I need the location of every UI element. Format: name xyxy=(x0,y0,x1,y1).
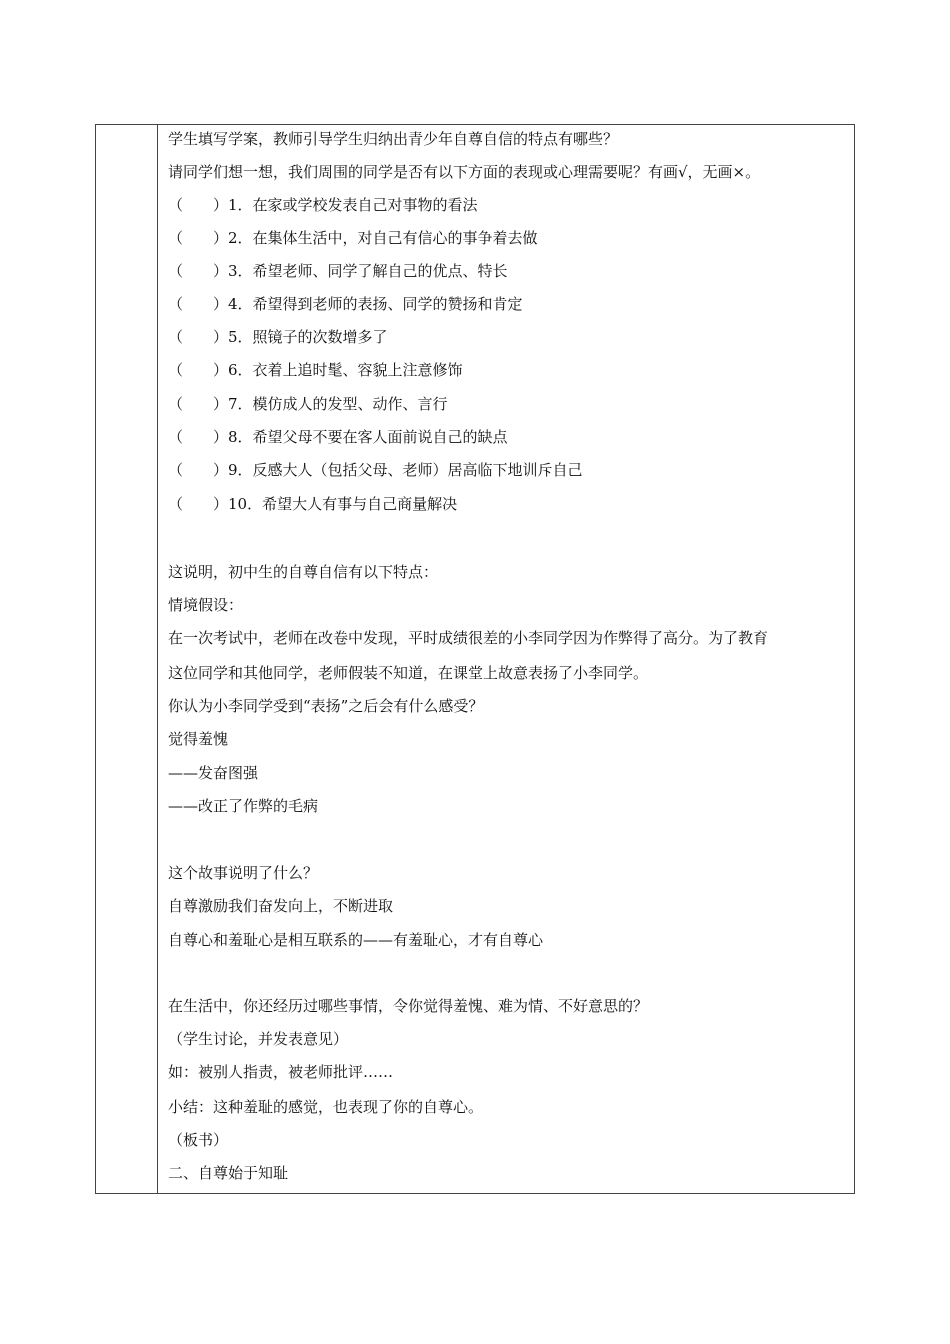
left-column-cell xyxy=(96,125,158,1193)
text-line: 如：被别人指责，被老师批评…… xyxy=(168,1063,394,1081)
text-line: 请同学们想一想，我们周围的同学是否有以下方面的表现或心理需要呢？有画√，无画×。 xyxy=(168,163,761,181)
lesson-table xyxy=(95,124,855,1194)
text-line: 在一次考试中，老师在改卷中发现，平时成绩很差的小李同学因为作弊得了高分。为了教育 xyxy=(168,629,769,647)
text-line: 在生活中，你还经历过哪些事情，令你觉得羞愧、难为情、不好意思的？ xyxy=(168,997,649,1015)
checklist-item: （ ）4．希望得到老师的表扬、同学的赞扬和肯定 xyxy=(168,295,523,313)
text-line: 这说明，初中生的自尊自信有以下特点： xyxy=(168,563,439,581)
text-line: 这位同学和其他同学，老师假装不知道，在课堂上故意表扬了小李同学。 xyxy=(168,664,649,682)
text-line: 学生填写学案，教师引导学生归纳出青少年自尊自信的特点有哪些？ xyxy=(168,130,619,148)
text-line: ——改正了作弊的毛病 xyxy=(168,797,319,815)
checklist-item: （ ）7．模仿成人的发型、动作、言行 xyxy=(168,395,448,413)
checklist-item: （ ）3．希望老师、同学了解自己的优点、特长 xyxy=(168,262,508,280)
text-line: 二、自尊始于知耻 xyxy=(168,1164,289,1182)
checklist-item: （ ）5．照镜子的次数增多了 xyxy=(168,328,388,346)
text-line: 这个故事说明了什么？ xyxy=(168,864,319,882)
content-cell xyxy=(158,125,854,1193)
text-line: 情境假设： xyxy=(168,596,244,614)
text-line: 自尊心和羞耻心是相互联系的——有羞耻心，才有自尊心 xyxy=(168,931,544,949)
checklist-item: （ ）10．希望大人有事与自己商量解决 xyxy=(168,495,458,513)
checklist-item: （ ）2．在集体生活中，对自己有信心的事争着去做 xyxy=(168,229,538,247)
text-line: ——发奋图强 xyxy=(168,764,259,782)
text-line: 你认为小李同学受到“表扬”之后会有什么感受？ xyxy=(168,697,484,715)
checklist-item: （ ）9．反感大人（包括父母、老师）居高临下地训斥自己 xyxy=(168,461,583,479)
text-line: （板书） xyxy=(168,1131,229,1149)
checklist-item: （ ）8．希望父母不要在客人面前说自己的缺点 xyxy=(168,428,508,446)
checklist-item: （ ）1．在家或学校发表自己对事物的看法 xyxy=(168,196,478,214)
text-line: 小结：这种羞耻的感觉，也表现了你的自尊心。 xyxy=(168,1098,484,1116)
text-line: 觉得羞愧 xyxy=(168,730,229,748)
checklist-item: （ ）6．衣着上追时髦、容貌上注意修饰 xyxy=(168,361,463,379)
text-line: （学生讨论，并发表意见） xyxy=(168,1030,349,1048)
text-line: 自尊激励我们奋发向上，不断进取 xyxy=(168,897,394,915)
